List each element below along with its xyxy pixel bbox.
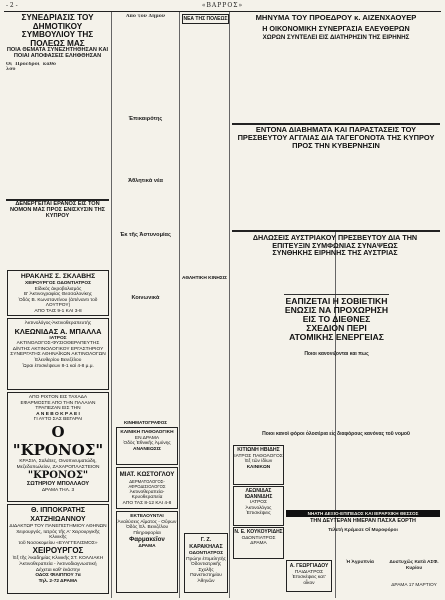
article-body [286, 445, 334, 507]
article-headline: ΧΩΡΩΝ ΣΥΝΤΕΛΕΙ ΕΙΣ ΔΙΑΤΗΡΗΣΙΝ ΤΗΣ ΕΙΡΗΝΗΣ [262, 34, 410, 41]
advertisement-dentist-2 [184, 533, 228, 593]
advertisement-radiologist [7, 318, 109, 390]
ad-owner-brand: "ΚΡΟΝΟΣ" [27, 470, 89, 482]
article-body [232, 162, 299, 228]
article-body [232, 272, 282, 402]
ad-text: Ἐξ τῆς Ἀκαδημίας Κλινικῆς ΣΤ. ΚΟΛΛΙΑΚΗ [12, 556, 104, 562]
ad-text: Ὁδὸς Ἐθνικῆς Ἀμύνης [123, 441, 171, 447]
advertisement-pediatrician [286, 560, 332, 592]
column-body [114, 270, 177, 420]
advertisement-dermatologist [116, 467, 178, 509]
ad-text: Δ/ΝΤΗΣ ΑΚΤΙΝΟΛΟΓΙΚΟΥ ΕΡΓΑΣΤΗΡΙΟΥ [12, 346, 104, 352]
ad-name: ΚΙΤΙΩΝΗ ΗΒΙΔΗΣ [237, 447, 280, 453]
ad-text: ΚΡΑΣΙΑ, Σαλάτες, Οινοπνευματώδη, Μεζεδοπωλείον, ΖΑΧΑΡΟΠΛΑΣΤΕΙΟΝ [16, 458, 100, 470]
dateline: ΔΡΑΜΑ 17 ΜΑΡΤΙΟΥ [391, 583, 437, 588]
ad-owner: ΣΩΤΗΡΙΟΥ ΜΠΟΛΛΑΟΥ [26, 481, 90, 488]
article-body [372, 162, 439, 228]
section-label: ΑΘΛΗΤΙΚΗ ΚΙΝΗΣΙΣ [182, 276, 227, 281]
column-rule [179, 12, 180, 598]
ad-name: Ν. Ε. ΚΟΥΚΟΥΡΙΔΗΣ [234, 529, 283, 535]
ad-name: ΗΡΑΚΛΗΣ Σ. ΣΚΛΑΒΗΣ [20, 273, 96, 280]
ad-text: Ἐξ τῶν ἰδίων [244, 459, 273, 465]
advertisement-lab [116, 511, 178, 593]
article-body [232, 45, 299, 120]
ad-name: ΛΕΩΝΙΔΑΣ ΙΩΑΝΝΙΔΗΣ [244, 488, 273, 500]
article-headline: ΔΗΛΩΣΕΙΣ ΑΥΣΤΡΙΑΚΟΥ ΠΡΕΣΒΕΥΤΟΥ ΔΙΑ ΤΗΝ ΕΠΙΤΕΥΞΙΝ ΣΥΜΦΩΝΙΑΣ ΣΥΝΑΨΕΩΣ ΣΥΝΘΗΚΗΣ ΕΙΡΗΝΗΣ ΤΗΣ ΑΥΣΤΡΙΑΣ [252, 233, 418, 258]
ad-text: Α Ν Ε Β Ο Κ Ρ Α Ε Ι [36, 411, 80, 417]
page-header [4, 2, 441, 12]
ad-text: ΑΚΤΙΝΟΛΟΓΟΣ-ΦΥΣΙΟΘΕΡΑΠΕΥΤΗΣ [16, 341, 100, 347]
article-body [390, 445, 440, 507]
ad-title: ΙΑΤΡΟΣ [249, 500, 267, 506]
ad-text: Πληροφορίαι [133, 530, 161, 536]
ad-title: ΔΕΡΜΑΤΟΛΟΓΟΣ-ΑΦΡΟΔΙΣΙΟΛΟΓΟΣ [128, 478, 166, 490]
ad-tel: ΔΡΑΜΑ [138, 544, 156, 550]
advertisement-clinic [116, 427, 178, 465]
article-headline: ΕΝΤΟΝΑ ΔΙΑΒΗΜΑΤΑ ΚΑΙ ΠΑΡΑΣΤΑΣΕΙΣ ΤΟΥ ΠΡΕΣΒΕΥΤΟΥ ΑΓΓΛΙΑΣ ΔΙΑ ΤΑΓΕΓΟΝΟΤΑ ΤΗΣ ΚΥΠΡΟΥ ΠΡΟΣ ΤΗΝ ΚΥΒΕΡΝΗΣΙΝ [237, 125, 435, 150]
advertisement-surgeon [7, 504, 109, 594]
ad-text: ΔΙΔΑΚΤΩΡ ΤΟΥ ΠΑΝΕΠΙΣΤΗΜΙΟΥ ΑΘΗΝΩΝ [9, 524, 107, 529]
ad-title: ΕΚΤΕΛΟΥΝΤΑΙ [130, 514, 164, 519]
ad-text: Ὁδὸς Β. Κωνσταντίνου (ἀπέναντι τοῦ ΛΟΥΤΡΟΥ) [18, 297, 98, 309]
ad-text: Πρώην ἐπιμελητὴς [186, 556, 226, 562]
ad-brand: Ο "ΚΡΟΝΟΣ" [12, 422, 104, 459]
ad-text: Φαρμακεῖον [129, 536, 165, 544]
article-subhead: ΠΟΙΑ ΘΕΜΑΤΑ ΣΥΝΕΖΗΤΗΘΗΣΑΝ ΚΑΙ ΠΟΙΑΙ ΑΠΟΦΑΣΕΙΣ ΕΛΗΦΘΗΣΑΝ [6, 47, 109, 60]
paragraph-heading: Ἀθλητικὰ νέα [128, 178, 163, 184]
ad-text: ΔΡΑΜΑ [250, 541, 267, 547]
ad-text: ΚΛΙΝΙΚΩΝ [246, 464, 271, 470]
article-headline: Η ΟΙΚΟΝΟΜΙΚΗ ΣΥΝΕΡΓΑΣΙΑ ΕΛΕΥΘΕΡΩΝ [262, 24, 410, 33]
article-body [338, 272, 388, 292]
article-subhead: Ποιοι κανονιζονται και πως [304, 351, 369, 357]
paragraph-heading: Ἐκ τῆς Ἀστυνομίας [120, 232, 171, 238]
article-body [302, 45, 369, 120]
article-headline: ΜΗΝΥΜΑ ΤΟΥ ΠΡΟΕΔΡΟΥ κ. ΑΙΖΕΝΧΑΟΥΕΡ [255, 13, 417, 22]
article-subhead: Ποιοι κανοὶ φόροι ὀλοσέρια εἰς διαφόρους κανόνας τοῦ νομοῦ [262, 431, 410, 437]
paragraph-heading: Ἐπικαιρότης [128, 116, 163, 122]
ad-address: Ἑλευθερίου Βενιζέλου [34, 357, 82, 363]
ad-text: Ἀκτινοθεραπεία-Κρυοθεραπεία [129, 489, 165, 501]
masthead: «ΒΑΡΡΟΣ» [201, 2, 244, 9]
column-rule [229, 12, 230, 598]
article-body [58, 62, 109, 197]
article-body [390, 404, 440, 430]
article-body [6, 218, 56, 266]
article-body [6, 62, 56, 197]
ad-title: ΧΕΙΡΟΥΡΓΟΣ [32, 546, 84, 556]
ad-title: ΟΔΟΝΤΙΑΤΡΟΣ [241, 535, 276, 541]
advertisement-dentist-3 [233, 527, 284, 559]
section-label: ΚΙΝΗΜΑΤΟΓΡΑΦΟΣ [123, 420, 168, 425]
article-body [302, 162, 369, 228]
column-rule [111, 12, 112, 598]
advertisement-dentist [7, 270, 109, 316]
ad-text: Β' Ἀκτινογραφίας Θεσσαλονίκης [24, 292, 92, 298]
ad-text: ΑΝΑΝΕΩΣΙΣ [133, 446, 161, 452]
article-body [372, 45, 439, 120]
page-number: - 2 - [6, 2, 18, 9]
ad-text: ΕΦΑΡΜΟΣΤΕ ΑΠΟ ΤΗΝ ΠΑΛΑΙΑΝ ΤΡΑΠΕΖΑΝ ΕΙΣ ΤΗΝ [20, 400, 96, 412]
ad-text: Χειρουργός, Ιατρὸς τῆς Α' Χειρουργικῆς Κλινικῆς [16, 529, 100, 541]
ad-name: ΜΙΑΤ. ΚΩΣΤΟΓΛΟΥ [119, 471, 175, 478]
ad-text: Δέχεται καθ' ἑκάστην [35, 567, 81, 573]
ad-name: Θ. ΙΠΠΟΚΡΑΤΗΣ ΧΑΤΖΗΙΩΑΝΝΟΥ [30, 507, 86, 523]
ad-hours: ΑΠΟ ΤΑΙΣ 9-1 ΚΑΙ 3-8 [34, 308, 82, 314]
divider [284, 294, 389, 295]
ad-name: Α. ΓΕΩΡΓΙΑΔΟΥ [289, 563, 329, 569]
article-subheading: Οί Προεδροι καθόλου [6, 62, 56, 73]
paragraph-heading: Ἀπὸ τὸν Δῆμον [125, 14, 166, 19]
ad-address: ΟΔΟΣ ΦΙΛΙΠΠΟΥ 7α [35, 573, 81, 579]
article-body [286, 360, 334, 430]
article-body [390, 272, 440, 402]
ad-title: ΧΕΙΡΟΥΡΓΟΣ ΟΔΟΝΤΙΑΤΡΟΣ [25, 281, 91, 286]
paragraph-heading: Δυστυχῶς Κατὰ ΑΣΦ. Κυρίου [389, 560, 439, 571]
ad-title: ΚΛΙΝΙΚΗ ΠΑΘΟΛΟΓΙΚΗ [120, 430, 174, 435]
ad-text: ΑΠΟ ΡΙΧΤΟΝ ΕΙΣ ΤΑΧΑΔΑ [28, 395, 88, 400]
column-body [182, 285, 227, 528]
ad-text: Ἀναλύσεις Αἵματος - Οὔρων [117, 519, 177, 525]
ad-text: Ἀκτινολόγος [245, 505, 272, 511]
column-body [182, 25, 227, 275]
article-headline: ΔΕΝΕΡΓΕΙΤΑΙ ΕΡΑΝΟΣ ΕΙΣ ΤΟΝ ΝΟΜΟΝ ΜΑΣ ΠΡΟΣ ΕΝΙΣΧΥΣΙΝ ΤΗΣ ΚΥΠΡΟΥ [9, 201, 106, 219]
paragraph-heading: Τελετὴ Κρέμεσε Οἴ Μυροφόροι [328, 528, 398, 533]
ad-tel: ΔΡΑΜΑ ΤΗΛ. 3 [41, 487, 75, 493]
ad-text: Ὁδοντιατρικῆς Σχολῆς [190, 562, 222, 573]
advertisement-kronos [7, 392, 109, 502]
ad-name: ΚΛΕΩΝΙΔΑΣ Α. ΜΠΑΛΛΑ [14, 326, 102, 336]
ad-text: ΓΙ ΑΥΤΟ ΣΑΣ ΒΕΓΑΡΑΙ [33, 417, 83, 423]
paragraph-heading: Ἡ Ἀγρυπνία [346, 560, 374, 565]
ad-hours: ΑΠΟ ΤΑΣ 8-12 ΚΑΙ 4-8 [122, 500, 172, 506]
ad-text: Ἀκτινολόγος-Ἀκτινοθεραπευτής [24, 321, 92, 326]
ad-title: ΠΑΙΔΙΑΤΡΟΣ [294, 569, 324, 575]
section-label: ΝΕΑ ΤΗΣ ΠΟΛΕΩΣ [183, 16, 228, 22]
article-headline: ΕΑΠΙΖΕΤΑΙ Η ΣΟΒΙΕΤΙΚΗ ΕΝΩΣΙΣ ΝΑ ΠΡΟΧΩΡΗΣΗ ΕΙΣ ΤΟ ΔΙΕΘΝΕΣ ΣΧΕΔΙΟΝ ΠΕΡΙ ΑΤΟΜΙΚΗΣ ΕΝΕΡΓΕΙΑΣ [284, 296, 389, 343]
article-body [338, 360, 388, 430]
ad-title: ΟΔΟΝΤΙΑΤΡΟΣ [188, 551, 224, 556]
article-headline: ΤΗΝ ΔΕΥΤΕΡΑΝ ΗΜΕΡΑΝ ΠΑΣΧΑ ΕΟΡΤΗ [310, 518, 416, 524]
advertisement-doctor [233, 486, 284, 526]
ad-text: Ὁδὸς Ἐλ. Βενιζέλου [125, 525, 169, 531]
ad-text: Πανεπιστημίου Ἀθηνῶν [190, 573, 222, 584]
ad-text: ΣΥΝΕΡΓΑΤΗΣ ΑΘΗΝΑΪΚΩΝ ΑΚΤΙΝΟΛΟΓΩΝ [10, 352, 106, 358]
paragraph-heading: Κοινωνικὰ [131, 295, 160, 301]
advertisement-pathologist [233, 445, 284, 485]
ad-title: ΙΑΤΡΟΣ [49, 335, 67, 341]
ad-tel: Τηλ. 2-72 ΔΡΑΜΑ [38, 578, 78, 584]
ad-text: Ἀκτινοθεραπεία - Ἀκτινοδιαγνωστική [19, 561, 97, 567]
ad-name: Γ. Ζ. ΚΑΡΑΚΗΛΑΣ [189, 537, 223, 550]
article-body [58, 218, 109, 266]
ad-text: ΕΝ ΔΡΑΜΑ [134, 435, 160, 441]
article-body [338, 445, 388, 507]
column-body [114, 14, 177, 264]
ad-text: Εἰδικὸς ἀκροβολισμός [34, 286, 82, 292]
ad-text: τοῦ Νοσοκομείου «ΕΥΑΓΓΕΛΙΣΜΟΣ» [18, 540, 98, 546]
ad-title: ΙΑΤΡΟΣ ΠΑΘΟΛΟΓΟΣ [234, 453, 283, 459]
ad-text: Ἐπισκέψεις [246, 511, 271, 517]
article-body [232, 404, 282, 430]
ad-hours: Ὥραι ἐπισκέψεων 8-1 καὶ 4-8 μ.μ. [22, 363, 94, 369]
article-headline: ΣΥΝΕΔΡΙΑΣΙΣ ΤΟΥ ΔΗΜΟΤΙΚΟΥ ΣΥΜΒΟΥΛΙΟΥ ΤΗΣ ΠΟΛΕΩΣ ΜΑΣ [21, 13, 94, 48]
headline-bar: ΝΗΑΤΗ ΔΕΞΙΟ-ΕΠΙΠΕΔΟΣ ΚΑΙ ΙΕΡΑΡΧΙΚΗ ΘΕΣΣΟΣ [286, 510, 440, 517]
divider [232, 230, 440, 232]
article-body [286, 272, 334, 292]
ad-text: Ἐπισκέψεις κατ' οἶκον [292, 575, 326, 586]
